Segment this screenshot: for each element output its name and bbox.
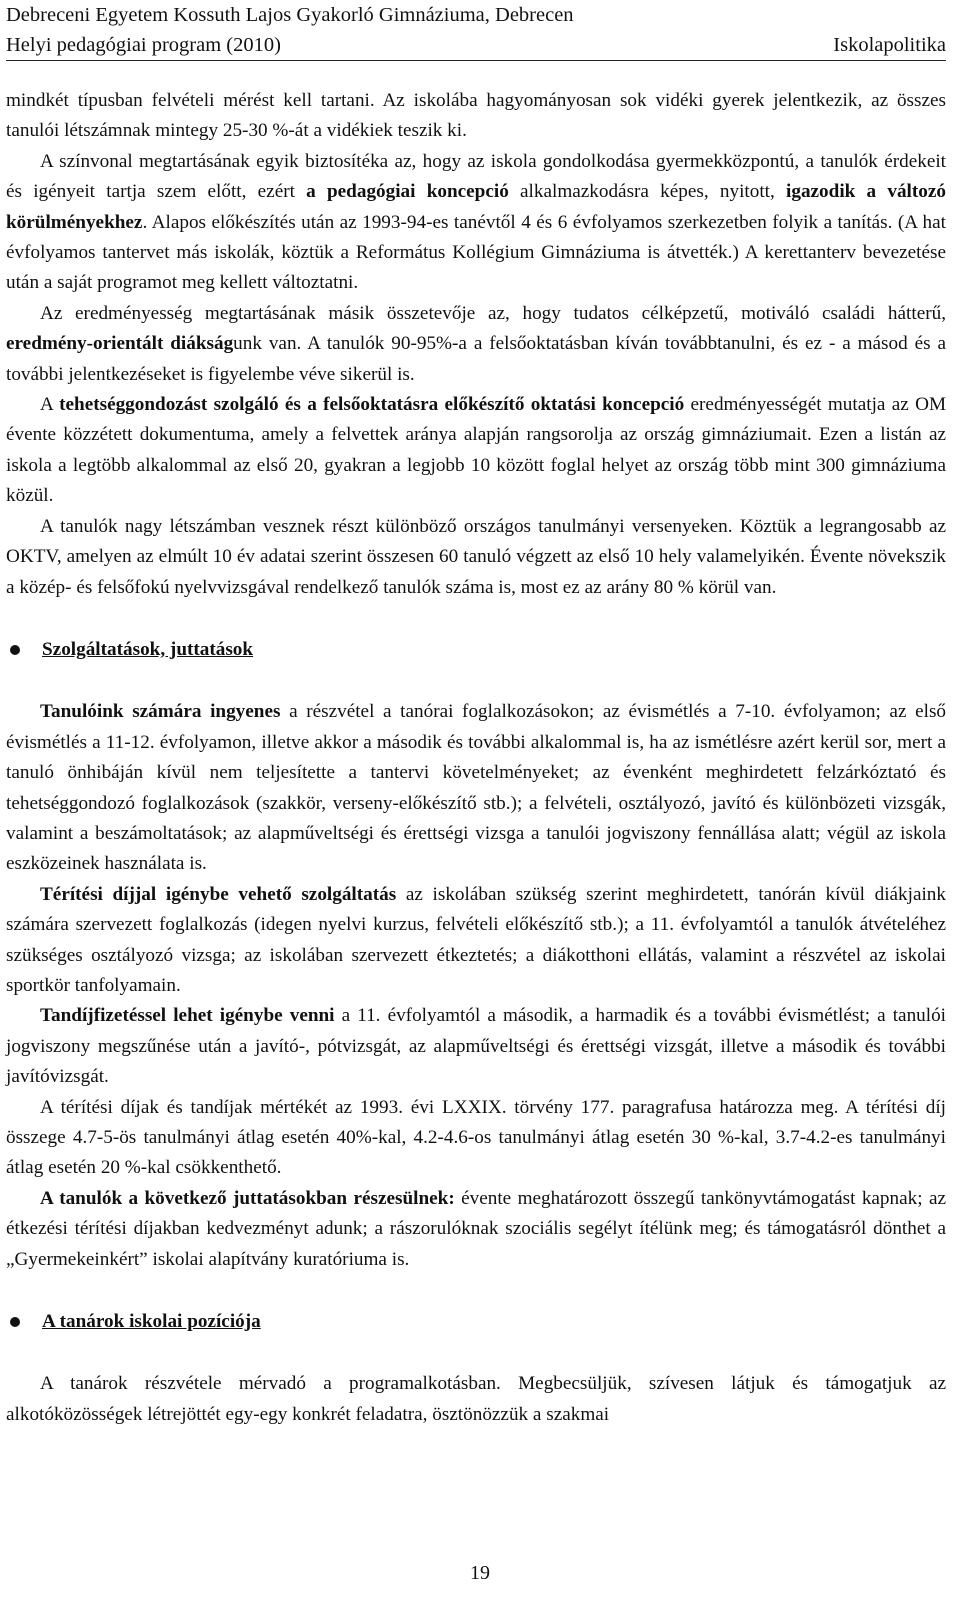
text: alkalmazkodásra képes, nyitott, <box>508 181 787 203</box>
text: A színvonal megtartásának egyik biztosítéka az, hogy az iskola gondolkodása gyermekközpontú, a tanulók érdekeit és igényeit tartja szem előtt, ezért <box>6 150 946 203</box>
text: unk van. A tanulók 90-95%-a a felsőoktatásban kíván továbbtanulni, és ez - a másod és a további jelentkezéseket is figyelembe véve sikerül is. <box>6 333 946 385</box>
text: mindkét típusban felvételi mérést kell tartani. Az iskolába hagyományosan sok vidéki gyerek jelentkezik, az összes tanulói létszámnak mintegy 25-30 %-át a vidékiek teszik ki. <box>6 90 946 142</box>
paragraph-talent <box>6 390 946 512</box>
text: eredményességét mutatja az OM évente közzétett dokumentuma, amely a felvettek aránya alapján rangsorolja az ország gimnáziumait. Ezen a listán az iskola a legtöbb alkalommal az első 20, gyakran a legjobb 10 között foglal helyet az ország több mint 300 gimnáziuma közül. <box>6 394 946 507</box>
bold-text: Tanulóink számára ingyenes <box>40 701 281 723</box>
paragraph-results <box>6 299 946 390</box>
bold-text: Tandíjfizetéssel lehet igénybe venni <box>40 1005 335 1027</box>
bold-text: eredmény-orientált diákság <box>6 333 234 355</box>
text: a 11. évfolyamtól a második, a harmadik és a további évismétlést; a tanulói jogviszony megszűnése után a javító-, pótvizsgát, az alapműveltségi és érettségi vizsgát, illetve a második és további javítóvizsgát. <box>6 1005 947 1088</box>
bold-text: A tanulók a következő juttatásokban részesülnek: <box>40 1187 455 1209</box>
bold-text: tehetséggondozást szolgáló és a felsőoktatásra előkészítő oktatási koncepció <box>59 394 685 416</box>
paragraph-tuition <box>6 1001 946 1092</box>
text: . Alapos előkészítés után az 1993-94-es tanévtől 4 és 6 évfolyamos szerkezetben folyik a tanítás. (A hat évfolyamos tantervet más iskolák, köztük a Református Kollégium Gimnáziuma is átvették.) A kerettanterv bevezetése után a saját programot meg kellett változtatni. <box>6 211 946 294</box>
bullet-icon <box>10 1317 20 1327</box>
bullet-icon <box>10 645 20 655</box>
text: évente meghatározott összegű tankönyvtámogatást kapnak; az étkezési térítési díjakban kedvezményt adunk; a rászorulóknak szociális segélyt ítélünk meg; és támogatásról dönthet a „Gyermekeinkért” iskolai alapítvány kuratóriuma is. <box>6 1187 946 1270</box>
paragraph-free-services <box>6 697 946 879</box>
school-title: Debreceni Egyetem Kossuth Lajos Gyakorló Gimnáziuma, Debrecen <box>6 4 574 26</box>
paragraph-fees <box>6 1093 946 1184</box>
paragraph-paid-services <box>6 880 946 1002</box>
paragraph-quality <box>6 147 946 299</box>
paragraph-intro <box>6 86 946 147</box>
bold-text: a pedagógiai koncepció <box>306 181 509 203</box>
header-row <box>6 30 946 60</box>
text: A térítési díjak és tandíjak mértékét az 1993. évi LXXIX. törvény 177. paragrafusa határozza meg. A térítési díj összege 4.7-5-ös tanulmányi átlag esetén 40%-kal, 4.2-4.6-os tanulmányi átlag esetén 30 %-kal, 3.7-4.2-es tanulmányi átlag esetén 20 %-kal csökkenthető. <box>6 1096 946 1179</box>
page-number: 19 <box>470 1562 490 1584</box>
text: A tanárok részvétele mérvadó a programalkotásban. Megbecsüljük, szívesen látjuk és támogatjuk az alkotóközösségek létrejöttét egy-egy konkrét feladatra, ösztönözzük a szakmai <box>6 1373 946 1425</box>
paragraph-benefits <box>6 1184 946 1275</box>
text: A tanulók nagy létszámban vesznek részt különböző országos tanulmányi versenyeken. Köztük a legrangosabb az OKTV, amelyen az elmúlt 10 év adatai szerint összesen 60 tanuló végzett az első 10 hely valamelyikén. Évente növekszik a közép- és felsőfokú nyelvvizsgával rendelkező tanulók száma is, most ez az arány 80 % körül van. <box>6 515 946 598</box>
text: A <box>40 394 60 416</box>
section-heading-services <box>6 635 946 665</box>
bold-text: igazodik a változó körülményekhez <box>6 181 946 233</box>
heading-text: Szolgáltatások, juttatások <box>42 638 254 660</box>
page-body <box>6 86 946 1430</box>
paragraph-competitions <box>6 512 946 603</box>
section-heading-teachers <box>6 1307 946 1337</box>
text: Az eredményesség megtartásának másik összetevője az, hogy tudatos célképzetű, motiváló családi hátterű, <box>40 302 946 324</box>
program-title: Helyi pedagógiai program (2010) <box>6 34 281 56</box>
bold-text: Térítési díjjal igénybe vehető szolgáltatás <box>40 883 397 905</box>
heading-text: A tanárok iskolai pozíciója <box>42 1311 261 1333</box>
paragraph-teachers <box>6 1369 946 1430</box>
text: a részvétel a tanórai foglalkozásokon; az évismétlés a 7-10. évfolyamon; az első évismétlés a 11-12. évfolyamon, illetve akkor a második és további alkalommal is, ha az ismétlésre azért kerül sor, mert a tanuló önhibáján kívül nem teljesítette a tantervi követelményeket; az évenként meghirdetett felzárkóztató és tehetséggondozó foglalkozások (szakkör, verseny-előkészítő stb.); a felvételi, osztályozó, javító és különbözeti vizsgák, valamint a beszámoltatások; az alapműveltségi és érettségi vizsga a tanulói jogviszony fennállása alatt; végül az iskola eszközeinek használata is. <box>6 701 946 875</box>
page-header <box>6 0 946 61</box>
section-title: Iskolapolitika <box>833 34 946 56</box>
text: az iskolában szükség szerint meghirdetett, tanórán kívül diákjaink számára szervezett foglalkozás (idegen nyelvi kurzus, felvételi előkészítő stb.); a 11. évfolyamtól a tanulók átvételéhez szükséges osztályozó vizsga; az iskolában szervezett étkeztetés; a diákotthoni ellátás, valamint a részvétel az iskolai sportkör tanfolyamain. <box>6 883 946 996</box>
